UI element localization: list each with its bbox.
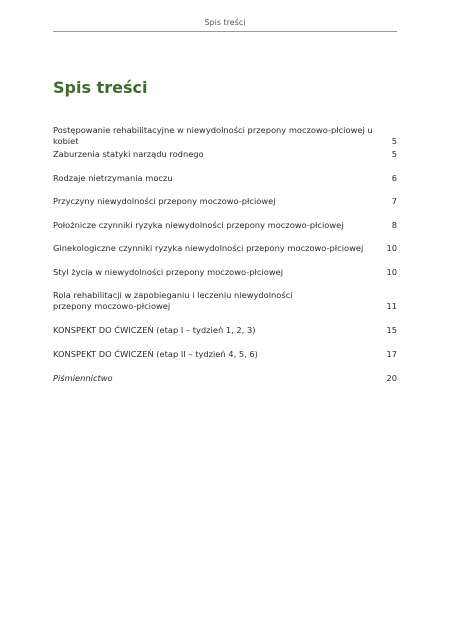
toc-entry-label: Położnicze czynniki ryzyka niewydolności przepony moczowo-płciowej <box>53 220 344 230</box>
toc-entry-label: Ginekologiczne czynniki ryzyka niewydolności przepony moczowo-płciowej <box>53 243 364 253</box>
toc-entry-page: 15 <box>386 325 397 335</box>
toc-entry-page: 10 <box>386 243 397 253</box>
toc-entry-page: 7 <box>391 196 397 206</box>
toc-entry-page: 20 <box>386 373 397 383</box>
toc-entry-page: 17 <box>386 349 397 359</box>
toc-entry[interactable] <box>53 220 397 231</box>
toc-entry-page: 5 <box>391 149 397 159</box>
toc-entry-page: 11 <box>386 301 397 311</box>
toc-entry[interactable] <box>53 349 397 360</box>
page-title: Spis treści <box>53 78 148 97</box>
toc-entry-page: 6 <box>391 173 397 183</box>
toc-entry-label: KONSPEKT DO ĆWICZEŃ (etap I – tydzień 1, 2, 3) <box>53 325 256 335</box>
header-rule <box>53 31 397 32</box>
toc-entry-label: Przyczyny niewydolności przepony moczowo-płciowej <box>53 196 276 206</box>
toc-entry-label: Rodzaje nietrzymania moczu <box>53 173 173 183</box>
toc-entry-label: KONSPEKT DO ĆWICZEŃ (etap II – tydzień 4, 5, 6) <box>53 349 258 359</box>
toc-entry-label-line: przepony moczowo-płciowej <box>53 301 171 311</box>
toc-entry[interactable] <box>53 196 397 207</box>
toc-entry-label: Piśmiennictwo <box>53 373 113 383</box>
toc-entry[interactable] <box>53 373 397 384</box>
toc-entry-label: Styl życia w niewydolności przepony moczowo-płciowej <box>53 267 284 277</box>
running-header: Spis treści <box>204 18 246 27</box>
toc-entry[interactable] <box>53 149 397 160</box>
toc-entry-label: Postępowanie rehabilitacyjne w niewydolności przepony moczowo-płciowej u kobiet <box>53 125 373 146</box>
toc-entry[interactable] <box>53 173 397 184</box>
toc-entry-page: 10 <box>386 267 397 277</box>
toc-entry-label: Zaburzenia statyki narządu rodnego <box>53 149 204 159</box>
toc-entry[interactable] <box>53 267 397 278</box>
toc-entry[interactable] <box>53 325 397 336</box>
toc-entry-label <box>53 290 293 312</box>
toc-entry-label-line: Rola rehabilitacji w zapobieganiu i leczeniu niewydolności <box>53 290 293 300</box>
toc-entry[interactable] <box>53 125 397 147</box>
toc-entry[interactable] <box>53 243 397 254</box>
toc-entry-page: 5 <box>391 136 397 146</box>
toc-entry-page: 8 <box>391 220 397 230</box>
toc-entry[interactable] <box>53 290 397 312</box>
